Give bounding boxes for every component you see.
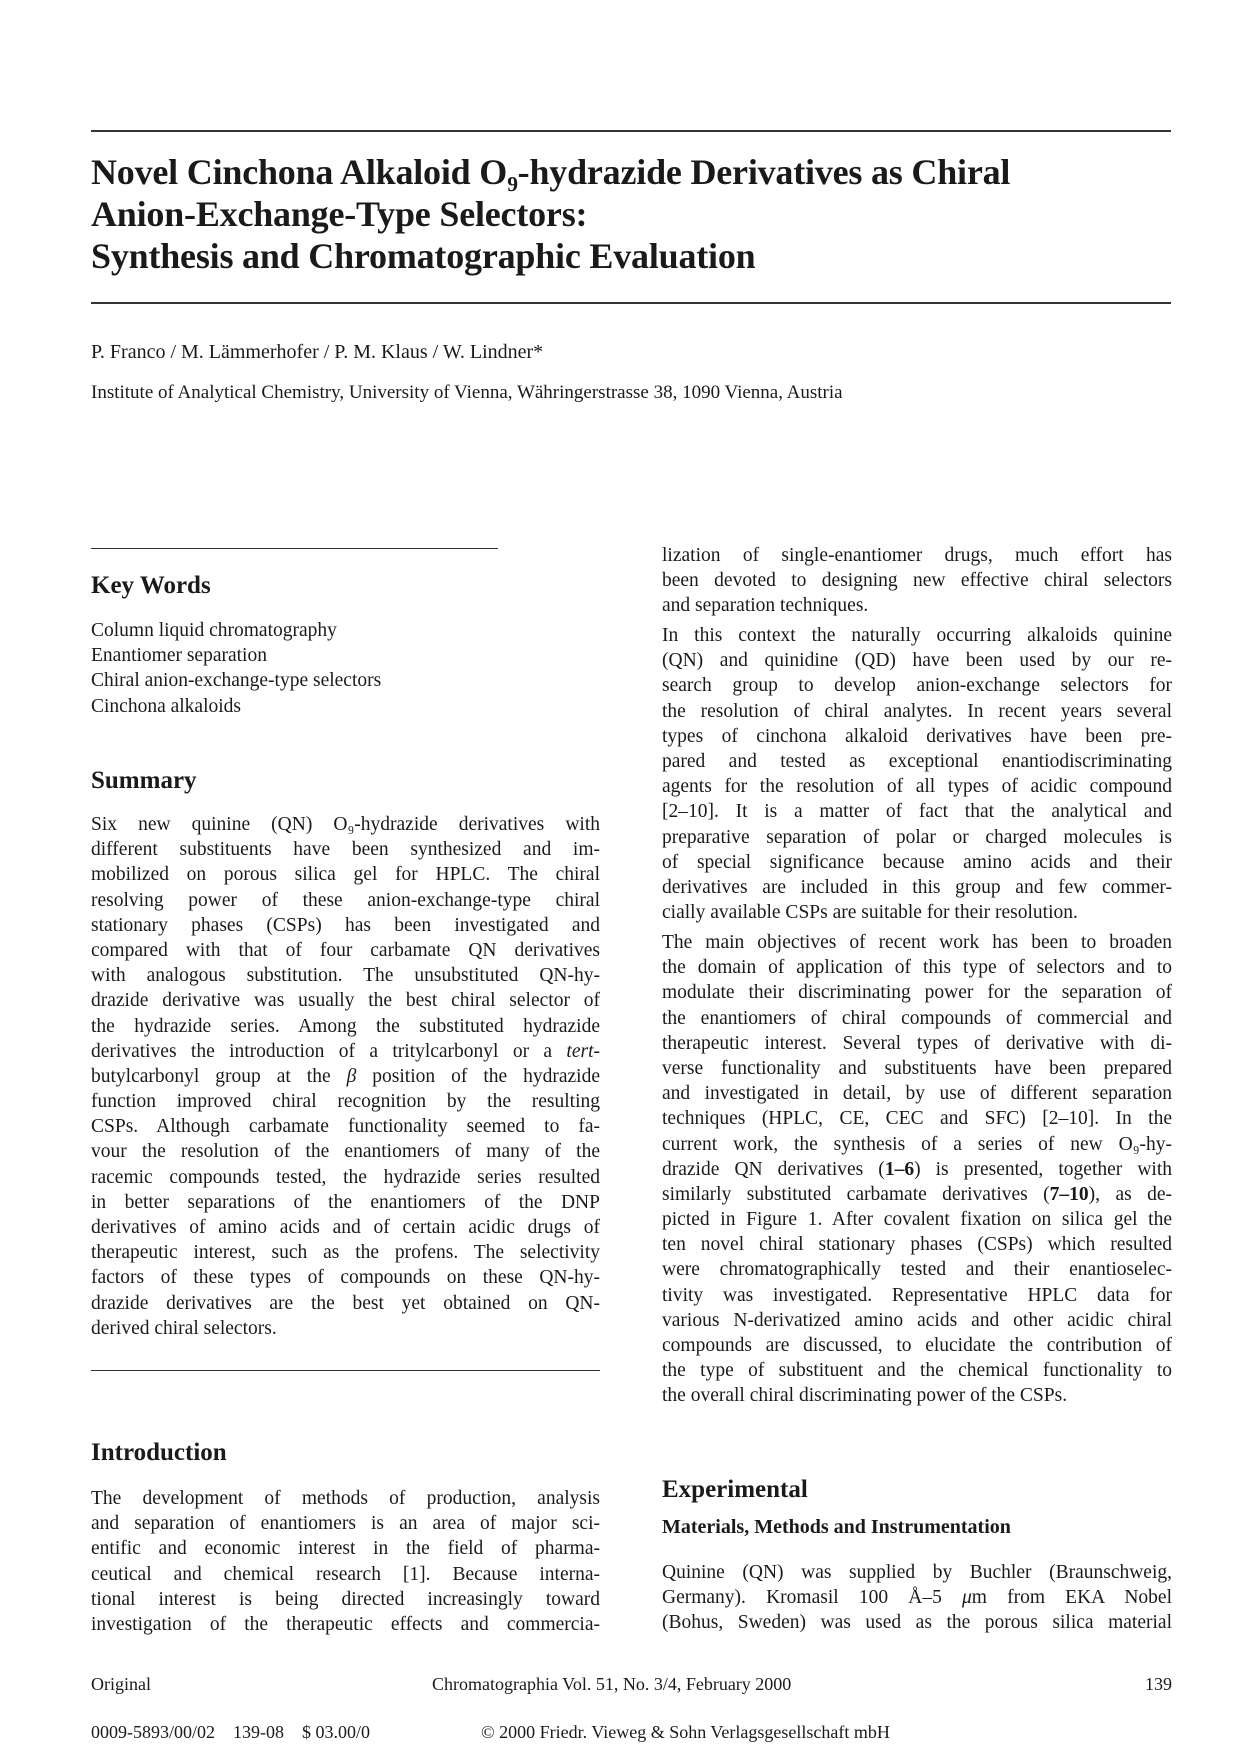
text-line: cially available CSPs are suitable for their resolution. [662, 902, 1078, 924]
text-line: Quinine (QN) was supplied by Buchler (Braunschweig, [662, 1562, 1172, 1583]
text-line: ceutical and chemical research [1]. Because interna- [91, 1563, 600, 1585]
text-line: Enantiomer separation [91, 645, 267, 667]
bold-text: 1–6 [884, 1158, 915, 1180]
introduction-text [91, 1486, 600, 1637]
bold-text: 7–10 [1049, 1183, 1089, 1205]
text-line: tional interest is being directed increasingly toward [91, 1588, 600, 1610]
text-line: CSPs. Although carbamate functionality seemed to fa- [91, 1116, 600, 1138]
text-segment: drazide QN derivatives ( [662, 1158, 885, 1180]
text-line: resolving power of these anion-exchange-type chiral [91, 889, 600, 911]
text-line: [2–10]. It is a matter of fact that the analytical and [662, 801, 1172, 823]
text-line: derivatives are included in this group and few commer- [662, 876, 1172, 898]
footer-page-number: 139 [1145, 1674, 1172, 1694]
text-line: derived chiral selectors. [91, 1317, 277, 1339]
keywords-rule [91, 548, 498, 549]
experimental-text [662, 1560, 1172, 1636]
summary-heading: Summary [91, 767, 197, 794]
text-line: different substituents have been synthesized and im- [91, 839, 600, 861]
affiliation: Institute of Analytical Chemistry, University of Vienna, Währingerstrasse 38, 1090 Vienna, Austria [91, 382, 843, 403]
text-line: (QN) and quinidine (QD) have been used by our re- [662, 650, 1172, 672]
text-line: and separation techniques. [662, 595, 869, 617]
footer-code: 0009-5893/00/02 139-08 $ 03.00/0 [91, 1722, 370, 1742]
introduction-paragraph-1-cont [662, 543, 1172, 619]
text-segment: butylcarbonyl group at the [91, 1065, 347, 1087]
text-line: search group to develop anion-exchange selectors for [662, 675, 1172, 697]
text-line: picted in Figure 1. After covalent fixation on silica gel the [662, 1209, 1172, 1231]
summary-text [91, 812, 600, 1341]
text-segment: position of the hydrazide [356, 1065, 600, 1087]
text-line: the enantiomers of chiral compounds of commercial and [662, 1007, 1172, 1029]
text-segment: ), as de- [1088, 1183, 1173, 1205]
authors: P. Franco / M. Lämmerhofer / P. M. Klaus / W. Lindner* [91, 341, 544, 363]
text-line: In this context the naturally occurring alkaloids quinine [662, 625, 1172, 646]
text-line: the overall chiral discriminating power of the CSPs. [662, 1385, 1068, 1407]
text-line: drazide derivative was usually the best chiral selector of [91, 990, 600, 1012]
title-line-3: Synthesis and Chromatographic Evaluation [91, 236, 756, 276]
title-bottom-rule [91, 302, 1171, 304]
text-segment: similarly substituted carbamate derivatives ( [662, 1183, 1050, 1205]
text-line: therapeutic interest, such as the profens. The selectivity [91, 1242, 600, 1264]
italic-text: β [346, 1065, 357, 1087]
text-line: (Bohus, Sweden) was used as the porous silica material [662, 1612, 1172, 1634]
text-line: preparative separation of polar or charged molecules is [662, 826, 1172, 848]
text-line: agents for the resolution of all types of acidic compound [662, 776, 1172, 798]
text-line: pared and tested as exceptional enantiodiscriminating [662, 750, 1172, 772]
italic-text: μ [961, 1587, 972, 1609]
text-segment: Germany). Kromasil 100 Å–5 [662, 1587, 962, 1609]
text-line: factors of these types of compounds on these QN-hy- [91, 1267, 600, 1289]
text-line: Chiral anion-exchange-type selectors [91, 670, 382, 692]
text-line: current work, the synthesis of a series of new O₉-hy- [662, 1133, 1172, 1155]
materials-subheading: Materials, Methods and Instrumentation [662, 1516, 1011, 1538]
footer-section: Original [91, 1674, 151, 1694]
text-line: therapeutic interest. Several types of derivative with di- [662, 1032, 1172, 1054]
text-line [91, 1064, 600, 1089]
experimental-heading: Experimental [662, 1476, 808, 1503]
text-line: of special significance because amino acids and their [662, 851, 1172, 873]
text-line: investigation of the therapeutic effects and commercia- [91, 1613, 600, 1635]
text-line: mobilized on porous silica gel for HPLC. The chiral [91, 864, 600, 886]
text-line: The development of methods of production, analysis [91, 1488, 600, 1509]
text-line: derivatives of amino acids and of certain acidic drugs of [91, 1217, 600, 1238]
text-line: compared with that of four carbamate QN derivatives [91, 939, 600, 961]
text-line: been devoted to designing new effective chiral selectors [662, 570, 1172, 592]
footer-journal: Chromatographia Vol. 51, No. 3/4, February 2000 [432, 1674, 792, 1694]
text-segment: derivatives the introduction of a tritylcarbonyl or a [91, 1040, 567, 1062]
text-line: Six new quinine (QN) O₉-hydrazide derivatives with [91, 814, 600, 835]
italic-text: tert- [566, 1040, 600, 1062]
text-line: function improved chiral recognition by the resulting [91, 1091, 600, 1113]
text-line [662, 1585, 1172, 1610]
text-line: Cinchona alkaloids [91, 695, 242, 717]
text-line: tivity was investigated. Representative HPLC data for [662, 1284, 1172, 1306]
text-line: the resolution of chiral analytes. In recent years several [662, 700, 1172, 722]
text-line: various N-derivatized amino acids and other acidic chiral [662, 1309, 1172, 1331]
text-line: modulate their discriminating power for the separation of [662, 982, 1172, 1004]
text-line: the hydrazide series. Among the substituted hydrazide [91, 1015, 600, 1037]
introduction-heading: Introduction [91, 1439, 227, 1466]
text-line: drazide derivatives are the best yet obtained on QN- [91, 1292, 600, 1314]
text-segment: m from EKA Nobel [971, 1587, 1172, 1609]
keywords-list [91, 618, 600, 719]
footer-copyright: © 2000 Friedr. Vieweg & Sohn Verlagsgesellschaft mbH [481, 1722, 890, 1742]
text-line: Column liquid chromatography [91, 620, 337, 641]
text-line: stationary phases (CSPs) has been investigated and [91, 914, 600, 936]
text-segment: ) is presented, together with [914, 1158, 1172, 1180]
text-line: verse functionality and substituents have been prepared [662, 1057, 1172, 1079]
text-line: racemic compounds tested, the hydrazide series resulted [91, 1166, 600, 1188]
keywords-heading: Key Words [91, 572, 211, 599]
text-line: with analogous substitution. The unsubstituted QN-hy- [91, 965, 600, 987]
text-line: the domain of application of this type of selectors and to [662, 957, 1172, 979]
text-line: ten novel chiral stationary phases (CSPs) which resulted [662, 1234, 1172, 1256]
summary-rule [91, 1370, 600, 1371]
text-line: entific and economic interest in the field of pharma- [91, 1538, 600, 1560]
text-line: vour the resolution of the enantiomers of many of the [91, 1141, 600, 1163]
text-line: compounds are discussed, to elucidate the contribution of [662, 1335, 1172, 1356]
text-line [662, 1157, 1172, 1182]
text-line: in better separations of the enantiomers of the DNP [91, 1191, 600, 1213]
text-line [91, 1039, 600, 1064]
text-line: lization of single-enantiomer drugs, much effort has [662, 545, 1172, 566]
title-top-rule [91, 130, 1171, 132]
text-line [662, 1182, 1172, 1207]
text-line: the type of substituent and the chemical functionality to [662, 1360, 1172, 1382]
text-line: were chromatographically tested and their enantioselec- [662, 1259, 1172, 1281]
title-line-2: Anion-Exchange-Type Selectors: [91, 194, 588, 234]
introduction-paragraph-3 [662, 930, 1172, 1409]
text-line: techniques (HPLC, CE, CEC and SFC) [2–10]. In the [662, 1108, 1172, 1130]
introduction-paragraph-2 [662, 623, 1172, 925]
text-line: and investigated in detail, by use of different separation [662, 1083, 1172, 1105]
text-line: and separation of enantiomers is an area of major sci- [91, 1513, 600, 1535]
text-line: The main objectives of recent work has been to broaden [662, 932, 1172, 953]
title-line-1: Novel Cinchona Alkaloid O₉-hydrazide Derivatives as Chiral [91, 152, 1011, 192]
text-line: types of cinchona alkaloid derivatives have been pre- [662, 725, 1172, 747]
